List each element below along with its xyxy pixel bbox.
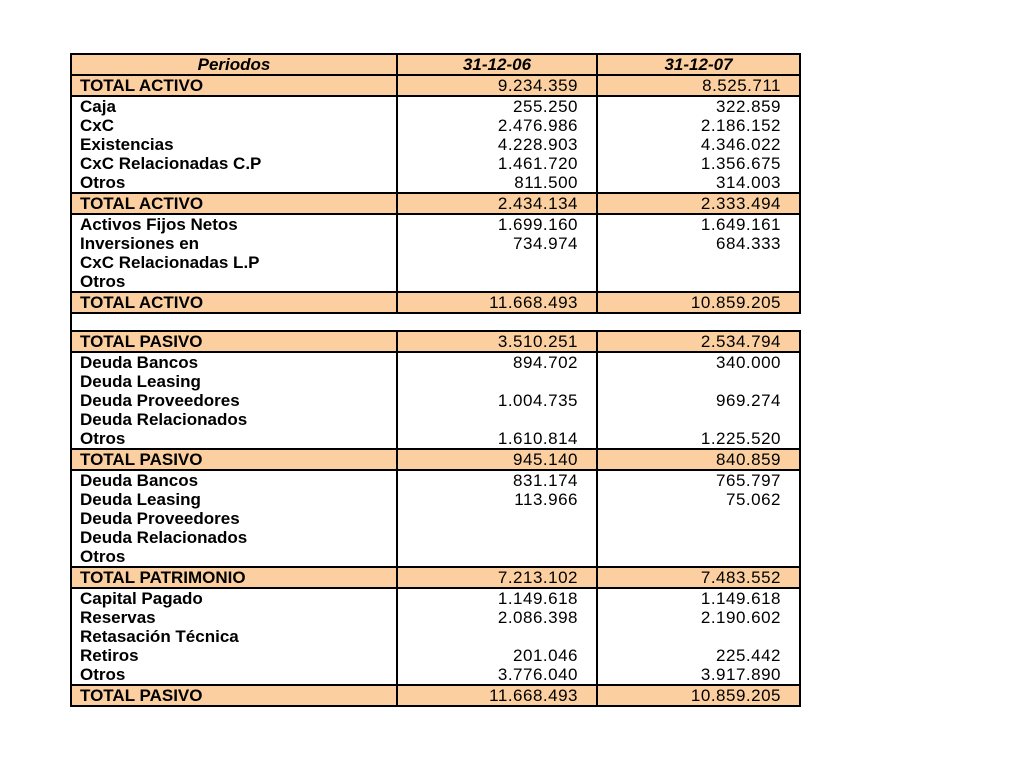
table-row: [71, 173, 800, 193]
row-label: Deuda Relacionados: [71, 528, 397, 547]
table-row: [71, 429, 800, 449]
table-row: [71, 646, 800, 665]
value-2007: [597, 509, 800, 528]
value-2007: 1.649.161: [597, 214, 800, 234]
row-label: Deuda Proveedores: [71, 391, 397, 410]
value-2007: 1.149.618: [597, 588, 800, 608]
row-label: TOTAL ACTIVO: [71, 292, 397, 313]
value-2007: 765.797: [597, 470, 800, 490]
periodos-header: Periodos: [71, 54, 397, 75]
value-2007: 10.859.205: [597, 685, 800, 706]
value-2006: 113.966: [397, 490, 597, 509]
table-row: [71, 116, 800, 135]
value-2007: [597, 372, 800, 391]
row-label: Capital Pagado: [71, 588, 397, 608]
value-2007: 2.534.794: [597, 331, 800, 352]
table-row: [71, 96, 800, 116]
row-label: Activos Fijos Netos: [71, 214, 397, 234]
spacer-cell: [397, 313, 597, 331]
value-2007: [597, 272, 800, 292]
value-2007: 8.525.711: [597, 75, 800, 96]
value-2007: [597, 547, 800, 567]
value-2006: 4.228.903: [397, 135, 597, 154]
spacer-row: [71, 313, 800, 331]
row-label: CxC Relacionadas C.P: [71, 154, 397, 173]
value-2007: 322.859: [597, 96, 800, 116]
value-2006: 1.461.720: [397, 154, 597, 173]
value-2006: 201.046: [397, 646, 597, 665]
table-row: [71, 470, 800, 490]
value-2007: [597, 253, 800, 272]
value-2007: 684.333: [597, 234, 800, 253]
row-label: TOTAL PATRIMONIO: [71, 567, 397, 588]
row-label: Deuda Proveedores: [71, 509, 397, 528]
value-2006: 734.974: [397, 234, 597, 253]
table-row: [71, 234, 800, 253]
value-2006: 3.776.040: [397, 665, 597, 685]
value-2007: 75.062: [597, 490, 800, 509]
value-2006: [397, 410, 597, 429]
value-2007: [597, 410, 800, 429]
header-row: [71, 54, 800, 75]
value-2007: 2.333.494: [597, 193, 800, 214]
value-2006: [397, 528, 597, 547]
table-row: [71, 528, 800, 547]
row-label: Inversiones en: [71, 234, 397, 253]
row-label: Deuda Bancos: [71, 470, 397, 490]
row-label: Existencias: [71, 135, 397, 154]
total-activo-row: [71, 292, 800, 313]
total-pasivo-largo-plazo-row: [71, 449, 800, 470]
value-2006: [397, 627, 597, 646]
total-pasivo-patrimonio-row: [71, 685, 800, 706]
value-2006: 11.668.493: [397, 685, 597, 706]
value-2006: 2.434.134: [397, 193, 597, 214]
total-patrimonio-row: [71, 567, 800, 588]
value-2006: 7.213.102: [397, 567, 597, 588]
row-label: TOTAL ACTIVO: [71, 193, 397, 214]
table-row: [71, 665, 800, 685]
spacer-cell: [597, 313, 800, 331]
value-2007: 225.442: [597, 646, 800, 665]
row-label: CxC Relacionadas L.P: [71, 253, 397, 272]
value-2006: 9.234.359: [397, 75, 597, 96]
value-2006: 831.174: [397, 470, 597, 490]
value-2006: [397, 253, 597, 272]
value-2007: 840.859: [597, 449, 800, 470]
row-label: Deuda Leasing: [71, 490, 397, 509]
row-label: Deuda Relacionados: [71, 410, 397, 429]
value-2006: 2.086.398: [397, 608, 597, 627]
value-2006: 1.610.814: [397, 429, 597, 449]
value-2006: 1.699.160: [397, 214, 597, 234]
row-label: Otros: [71, 547, 397, 567]
value-2006: [397, 509, 597, 528]
table-row: [71, 608, 800, 627]
row-label: Caja: [71, 96, 397, 116]
value-2006: [397, 547, 597, 567]
value-2006: 11.668.493: [397, 292, 597, 313]
total-pasivo-circulante-row: [71, 331, 800, 352]
value-2007: [597, 528, 800, 547]
table-row: [71, 391, 800, 410]
table-row: [71, 372, 800, 391]
value-2006: 945.140: [397, 449, 597, 470]
row-label: Otros: [71, 173, 397, 193]
row-label: Retiros: [71, 646, 397, 665]
value-2006: [397, 372, 597, 391]
table-row: [71, 154, 800, 173]
value-2007: 340.000: [597, 352, 800, 372]
value-2006: [397, 272, 597, 292]
value-2007: 3.917.890: [597, 665, 800, 685]
period-header-2006: 31-12-06: [397, 54, 597, 75]
value-2006: 1.004.735: [397, 391, 597, 410]
value-2007: 2.186.152: [597, 116, 800, 135]
row-label: Reservas: [71, 608, 397, 627]
period-header-2007: 31-12-07: [597, 54, 800, 75]
value-2006: 255.250: [397, 96, 597, 116]
table-row: [71, 135, 800, 154]
value-2007: 314.003: [597, 173, 800, 193]
row-label: TOTAL PASIVO: [71, 685, 397, 706]
table-row: [71, 588, 800, 608]
total-activo-circulante-row: [71, 75, 800, 96]
row-label: TOTAL PASIVO: [71, 449, 397, 470]
table-row: [71, 214, 800, 234]
value-2006: 811.500: [397, 173, 597, 193]
row-label: Otros: [71, 665, 397, 685]
value-2007: [597, 627, 800, 646]
row-label: TOTAL ACTIVO: [71, 75, 397, 96]
table-row: [71, 272, 800, 292]
table-row: [71, 509, 800, 528]
table-row: [71, 627, 800, 646]
table-row: [71, 410, 800, 429]
row-label: Retasación Técnica: [71, 627, 397, 646]
value-2007: 10.859.205: [597, 292, 800, 313]
row-label: Deuda Bancos: [71, 352, 397, 372]
value-2007: 1.356.675: [597, 154, 800, 173]
balance-sheet-table: [70, 53, 801, 707]
value-2006: 3.510.251: [397, 331, 597, 352]
spacer-cell: [71, 313, 397, 331]
value-2006: 894.702: [397, 352, 597, 372]
value-2006: 1.149.618: [397, 588, 597, 608]
row-label: Otros: [71, 272, 397, 292]
table-row: [71, 490, 800, 509]
row-label: Deuda Leasing: [71, 372, 397, 391]
value-2006: 2.476.986: [397, 116, 597, 135]
value-2007: 2.190.602: [597, 608, 800, 627]
row-label: TOTAL PASIVO: [71, 331, 397, 352]
row-label: Otros: [71, 429, 397, 449]
table-row: [71, 547, 800, 567]
table-row: [71, 352, 800, 372]
value-2007: 4.346.022: [597, 135, 800, 154]
table-row: [71, 253, 800, 272]
total-activo-fijo-row: [71, 193, 800, 214]
value-2007: 1.225.520: [597, 429, 800, 449]
value-2007: 7.483.552: [597, 567, 800, 588]
value-2007: 969.274: [597, 391, 800, 410]
row-label: CxC: [71, 116, 397, 135]
